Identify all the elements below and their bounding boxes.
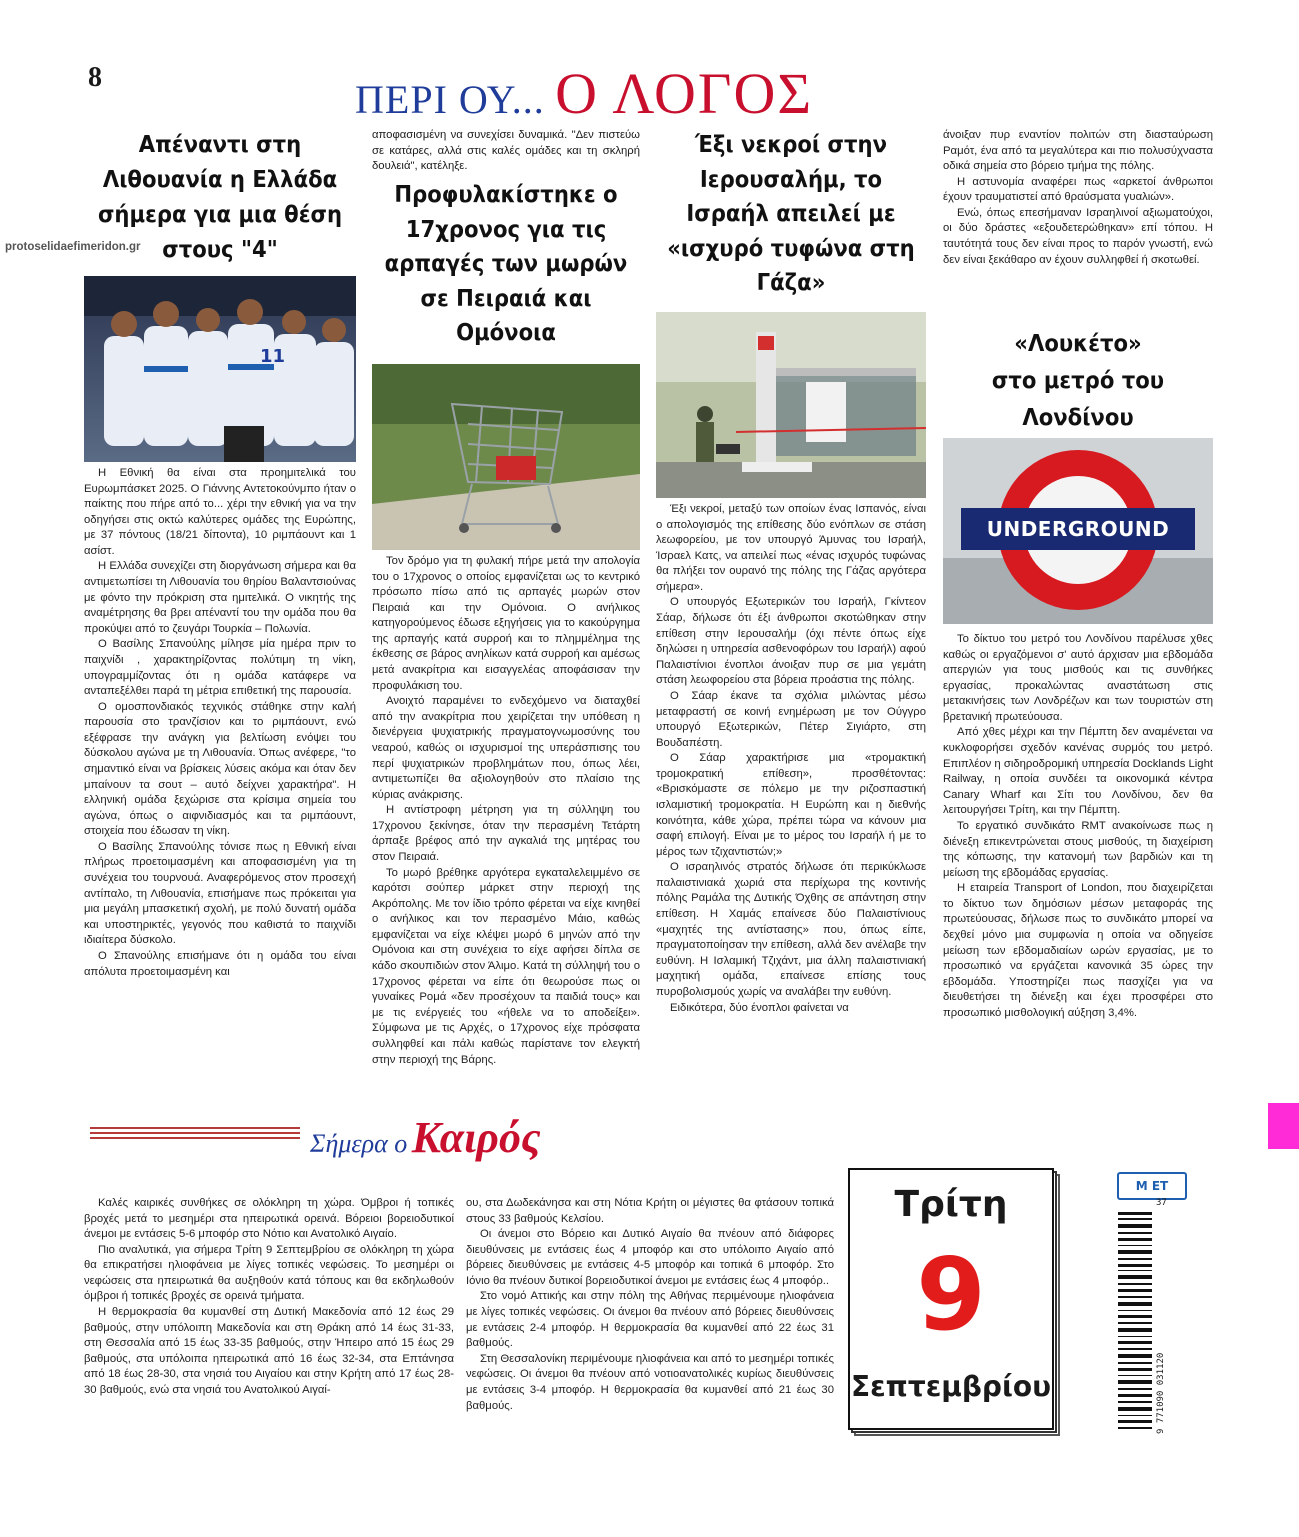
article-jerusalem-carryover bbox=[943, 128, 1213, 268]
paragraph: Η θερμοκρασία θα κυμανθεί στη Δυτική Μακεδονία από 12 έως 29 βαθμούς, στην υπόλοιπη Μακεδονία και στη Θράκη από 14 έως 31-33, στη Θεσσαλία από 15 έως 33-35 βαθμούς, στην Ήπειρο από 15 έως 29 βαθμούς, στα υπόλοιπα ηπειρωτικά από 16 έως 32-34, στα Επτάνησα από 18 έως 28-30, στα νησιά του Αιγαίου και στην Κρήτη από 17 έως 28-30 βαθμούς, ενώ στα νησιά του Ανατολικού Αιγαί- bbox=[84, 1306, 454, 1396]
paragraph: Ο ομοσπονδιακός τεχνικός στάθηκε στην καλή παρουσία στο τρανζίσιον και το ριμπάουντ, ενώ εξέφρασε την ανάγκη για βελτίωση ενόψει του δύσκολου αγώνα με τη Λιθουανία. Όπως ανέφερε, "το σημαντικό είναι να βρίσκεις λύσεις ακόμα και όταν δεν μπαίνουν τα σουτ – αυτό δείχνει χαρακτήρα". Η ελληνική ομάδα ξεχώρισε στα κρίσιμα σημεία του αγώνα, όπως ο αιφνιδιασμός και τα ριμπάουντ, στοιχεία που έδωσαν τη νίκη. bbox=[84, 700, 356, 838]
paragraph: άνοιξαν πυρ εναντίον πολιτών στη διασταύρωση Ραμότ, ένα από τα μεγαλύτερα και πιο πολυσύχναστα οδικά σημεία στο βόρειο τμήμα της πόλης. bbox=[943, 129, 1213, 173]
article-piraeus bbox=[372, 178, 640, 351]
paragraph: Ο Σάαρ χαρακτήρισε μια «τρομακτική τρομοκρατική επίθεση», προσθέτοντας: «Βρισκόμαστε σε πόλεμο με την ριζοσπαστική ισλαμιστική τρομοκρατία. Η Ευρώπη και η διεθνής κοινότητα, κάθε χώρα, πρέπει τώρα να κάνουν μια σαφή επιλογή. Είναι με το μέρος του Ισραήλ ή με το μέρος των τζιχαντιστών;» bbox=[656, 752, 926, 858]
calendar-month: Σεπτεμβρίου bbox=[850, 1370, 1052, 1403]
side-tab-marker bbox=[1268, 1103, 1299, 1149]
paragraph: Οι άνεμοι στο Βόρειο και Δυτικό Αιγαίο θα πνέουν από διάφορες διευθύνσεις με εντάσεις έως 4 μποφόρ και στο υπόλοιπο Αιγαίο από βόρειες διευθύνσεις με εντάσεις 4-5 μποφόρ και τοπικά 6 μποφόρ. Στο Ιόνιο θα πνέουν δυτικοί βορειοδυτικοί άνεμοι με εντάσεις έως 4 μποφόρ.. bbox=[466, 1228, 834, 1287]
shopping-cart-photo bbox=[372, 364, 640, 550]
basketball-photo-image bbox=[84, 276, 356, 462]
article-greece-body bbox=[84, 466, 356, 980]
paragraph: Ο υπουργός Εξωτερικών του Ισραήλ, Γκίντεον Σάαρ, δήλωσε ότι έξι άνθρωποι σκοτώθηκαν στην επίθεση στην Ιερουσαλήμ (όχι πέντε όπως είχε δηλώσει η υπηρεσία ασθενοφόρων του Ισραήλ) αφού Παλαιστίνιοι ένοπλοι άνοιξαν πυρ σε μια γεμάτη στάση λεωφορείου στα βόρεια προάστια της πόλης. bbox=[656, 596, 926, 687]
weather-title-main: Καιρός bbox=[411, 1113, 541, 1162]
article-jerusalem-body bbox=[656, 502, 926, 1016]
paragraph: Στο νομό Αττικής και στην πόλη της Αθήνας περιμένουμε ηλιοφάνεια με λίγες τοπικές νεφώσεις. Οι άνεμοι θα πνέουν από βόρειες διευθύνσεις με εντάσεις 2-4 μποφόρ. Η θερμοκρασία θα κυμανθεί από 22 έως 31 βαθμούς. bbox=[466, 1290, 834, 1350]
paragraph: Έξι νεκροί, μεταξύ των οποίων ένας Ισπανός, είναι ο απολογισμός της επίθεσης δύο ενόπλων σε στάση λεωφορείου, με τον υπουργό Άμυνας του Ισραήλ, Ίσραελ Κατς, να απειλεί πως «ένας ισχυρός τυφώνας θα πλήξει τον ουρανό της πόλης της Γάζας αργότερα σήμερα». bbox=[656, 503, 926, 593]
paragraph: Πιο αναλυτικά, για σήμερα Τρίτη 9 Σεπτεμβρίου σε ολόκληρη τη χώρα θα επικρατήσει ηλιοφάνεια με λίγες τοπικές νεφώσεις. Το μεσημέρι οι νεφώσεις στα ηπειρωτικά θα αυξηθούν κατά τόπους και θα εκδηλωθούν όμβροι ή τοπικές βροχές σε ορεινά τμήματα. bbox=[84, 1243, 454, 1303]
calendar-day: Τρίτη bbox=[894, 1184, 1008, 1225]
met-logo: Μ ΕΤ bbox=[1117, 1172, 1187, 1200]
calendar bbox=[848, 1168, 1060, 1430]
calendar-page bbox=[848, 1168, 1054, 1430]
bus-stop-photo bbox=[656, 312, 926, 498]
masthead bbox=[355, 60, 955, 126]
paragraph: Η αστυνομία αναφέρει πως «αρκετοί άνθρωποι έχουν τραυματιστεί από θραύσματα γυαλιών». bbox=[943, 175, 1213, 204]
page-number: 8 bbox=[88, 62, 102, 93]
paragraph: Ανοιχτό παραμένει το ενδεχόμενο να διαταχθεί από την ανακρίτρια που χειρίζεται την υπόθεση η διενέργεια ψυχιατρικής πραγματογνωμοσύνης του νεαρού, καθώς οι ισχυρισμοί της υπεράσπισης του περί ψυχιατρικών προβλημάτων που, όπως λέει, αντιμετωπίζει θα αξιολογηθούν στο πλαίσιο της κύριας ανάκρισης. bbox=[372, 695, 640, 801]
barcode bbox=[1118, 1198, 1168, 1434]
paragraph: Ο Σάαρ έκανε τα σχόλια μιλώντας μέσω μεταφραστή σε κοινή ενημέρωση με τον Ούγγρο υπουργό Εξωτερικών, Πέτερ Σιγιάρτο, στη Βουδαπέστη. bbox=[656, 689, 926, 749]
masthead-pre: ΠΕΡΙ ΟΥ... bbox=[355, 77, 545, 122]
paragraph: Ο Βασίλης Σπανούλης τόνισε πως η Εθνική είναι πλήρως προετοιμασμένη και αποφασισμένη για τη συνέχεια του τουρνουά. Αναφερόμενος στον προσεχή αντίπαλο, τη Λιθουανία, επισήμανε πως πρόκειται για μια μεγάλη μπασκετική σχολή, με πολύ δυνατή ομάδα και υποστηρικτές, γεγονός που καθιστά το παιχνίδι ιδιαίτερα δύσκολο. bbox=[84, 840, 356, 947]
bus-stop-photo-image bbox=[656, 312, 926, 498]
watermark: protoselidaefimeridon.gr bbox=[2, 240, 143, 254]
masthead-title: Ο ΛΟΓΟΣ bbox=[555, 61, 814, 126]
barcode-digits: 9 771090 031120 bbox=[1156, 1352, 1166, 1434]
article-greece-carryover: αποφασισμένη να συνεχίσει δυναμικά. "Δεν πιστεύω σε κατάρες, αλλά στις καλές ομάδες και τη σκληρή δουλειά", κατέληξε. bbox=[372, 129, 640, 173]
article-london-headline: «Λουκέτο» στο μετρό του Λονδίνου bbox=[991, 331, 1165, 431]
article-london bbox=[943, 326, 1213, 436]
paragraph: Ειδικότερα, δύο ένοπλοι φαίνεται να bbox=[670, 1001, 849, 1014]
paragraph: Από χθες μέχρι και την Πέμπτη δεν αναμένεται να κυκλοφορήσει σχεδόν κανένας συρμός του μετρό. Επιπλέον η σιδηροδρομική υπηρεσία Docklands Light Railway, η οποία συνδέει τα οικονομικά κέντρα Canary Wharf και Σίτι του Λονδίνου, δεν θα λειτουργήσει Τρίτη, και την Πέμπτη. bbox=[943, 726, 1213, 817]
article-greece-headline: Απέναντι στη Λιθουανία η Ελλάδα σήμερα για μια θέση στους "4" bbox=[97, 132, 343, 263]
article-london-body bbox=[943, 632, 1213, 1021]
weather-col-2 bbox=[466, 1196, 834, 1414]
paragraph: Τον δρόμο για τη φυλακή πήρε μετά την απολογία του ο 17χρονος ο οποίος εμφανίζεται ως το κεντρικό πρόσωπο πίσω από τις αρπαγές μωρών στον Πειραιά και την Ομόνοια. Ο ανήλικος κατηγορούμενος έδωσε εξηγήσεις για το κακούργημα της αρπαγής κατά συρροή και το πλημμέλημα της έκθεσης σε βάρος ανηλίκων κατά συρροή και αμέσως μετά ανακρίτρια και εισαγγελέας αποφάσισαν την προφυλάκιση του. bbox=[372, 555, 640, 692]
paragraph: Το δίκτυο του μετρό του Λονδίνου παρέλυσε χθες καθώς οι εργαζόμενοι σ' αυτό άρχισαν μια εβδομάδα απεργιών για τους μισθούς και τις συνθήκες εργασίας, προκαλώντας αναστάτωση στις μετακινήσεις των Λονδρέζων και των τουριστών στη βρετανική πρωτεύουσα. bbox=[943, 633, 1213, 723]
paragraph: Το εργατικό συνδικάτο RMT ανακοίνωσε πως η διένεξη επικεντρώνεται στους μισθούς, τη διαχείριση της κόπωσης, την κατανομή των βαρδιών και τη μείωση της εβδομάδας εργασίας. bbox=[943, 819, 1213, 879]
article-jerusalem-headline: Έξι νεκροί στην Ιερουσαλήμ, το Ισραήλ απειλεί με «ισχυρό τυφώνα στη Γάζα» bbox=[667, 132, 915, 296]
shopping-cart-photo-image bbox=[372, 364, 640, 550]
paragraph: Ο Βασίλης Σπανούλης μίλησε μία ημέρα πριν το παιχνίδι , χαρακτηρίζοντας πολύτιμη τη νίκη, υπογραμμίζοντας ότι η ομάδα κατάφερε να ανταπεξέλθει παρά τη μέτρια επιθετική της παρουσία. bbox=[84, 638, 356, 698]
paragraph: Το μωρό βρέθηκε αργότερα εγκαταλελειμμένο σε καρότσι σούπερ μάρκετ στην περιοχή της Ακρόπολης. Με τον ίδιο τρόπο φέρεται να είχε κινηθεί ο ανήλικος και τον περασμένο Μάιο, καθώς εμφανίζεται να είχε κλέψει μωρό 6 μηνών από την Ομόνοια και στη συνέχεια το είχε αφήσει δίπλα σε κάδο σκουπιδιών στον Άλιμο. Κατά τη σύλληψή του ο 17χρονος φέρεται να είπε ότι θεωρούσε πως οι γυναίκες Ρομά «δεν προσέχουν τα παιδιά τους» και με τις ενέργειές του «ήθελε να το αποδείξει». Σύμφωνα με τις Αρχές, ο 17χρονος είχε πρόσφατα συλληφθεί και πάλι καθώς παρίστανε τον ελεγκτή στην περιοχή της Βάρης. bbox=[372, 866, 640, 1066]
paragraph: Η Εθνική θα είναι στα προημιτελικά του Ευρωμπάσκετ 2025. Ο Γιάννης Αντετοκούνμπο ήταν ο παίκτης που πήρε από το... χέρι την εθνική για να την οδηγήσει στις οκτώ καλύτερες ομάδες της Ευρώπης, με 37 πόντους (18/21 δίποντα), 10 ριμπάουντ και 1 ασίστ. bbox=[84, 467, 356, 557]
weather-col-1 bbox=[84, 1196, 454, 1399]
basketball-photo bbox=[84, 276, 356, 462]
underground-sign-photo bbox=[943, 438, 1213, 624]
paragraph: Η Ελλάδα συνεχίζει στη διοργάνωση σήμερα και θα αντιμετωπίσει τη Λιθουανία του θηρίου Βαλαντσιούνας με φόντο την πρόκριση στα ημιτελικά. Ο νικητής της αναμέτρησης θα βρει απέναντί του την ομάδα που θα προκύψει από το ζευγάρι Τουρκία – Πολωνία. bbox=[84, 560, 356, 635]
calendar-date: 9 bbox=[916, 1236, 986, 1353]
barcode-issue: 37 bbox=[1156, 1198, 1167, 1208]
paragraph: Ο ισραηλινός στρατός δήλωσε ότι περικύκλωσε παλαιστινιακά χωριά στα περίχωρα της κοντινής πόλης Ραμάλα της Δυτικής Όχθης σε απάντηση στην επίθεση. Η Χαμάς επαίνεσε δύο Παλαιστίνιους «μαχητές της αντίστασης» που, όπως είπε, πραγματοποίησαν την επίθεση, αλλά δεν ανέλαβε την ευθύνη. Η Ισλαμική Τζιχάντ, μια άλλη παλαιστινιακή μαχητική ομάδα, επαίνεσε επίσης τους πυροβολισμούς χωρίς να αναλάβει την ευθύνη. bbox=[656, 861, 926, 998]
paragraph: Καλές καιρικές συνθήκες σε ολόκληρη τη χώρα. Όμβροι ή τοπικές βροχές μετά το μεσημέρι στα ηπειρωτικά ορεινά. Βόρειοι βορειοδυτικοί άνεμοι με εντάσεις 5-6 μποφόρ στο Νότιο και Ανατολικό Αιγαίο. bbox=[84, 1197, 454, 1241]
paragraph: Η εταιρεία Transport of London, που διαχειρίζεται το δίκτυο των δημόσιων μέσων μεταφοράς της πρωτεύουσας, δήλωσε πως το συνδικάτο μπορεί να δεχθεί μόνο μια συμφωνία η οποία να οδηγείσε μείωση των εβδομαδιαίων ωρών εργασίας, με το προσωπικό να εργάζεται κανονικά 35 ώρες την εβδομάδα. Υποστηρίζει πως πασχίζει για να διευθετήσει τη διένεξη και έχει προσφέρει στο προσωπικό μισθολογική αύξηση 3,4%. bbox=[943, 882, 1213, 1019]
paragraph: Η αντίστροφη μέτρηση για τη σύλληψη του 17χρονου ξεκίνησε, όταν την περασμένη Τετάρτη άρπαξε βρέφος από την αγκαλιά της μητέρας του στον Πειραιά. bbox=[372, 804, 640, 863]
weather-title bbox=[300, 1112, 700, 1160]
underground-sign-text: UNDERGROUND bbox=[986, 517, 1170, 541]
weather-title-pre: Σήμερα ο bbox=[310, 1129, 408, 1158]
paragraph: Ο Σπανούλης επισήμανε ότι η ομάδα του είναι απόλυτα προετοιμασμένη και bbox=[84, 949, 356, 978]
paragraph: Ενώ, όπως επεσήμαναν Ισραηλινοί αξιωματούχοι, οι δύο δράστες «εξουδετερώθηκαν» επί τόπου. Η ταυτότητά τους δεν είναι προς το παρόν γνωστή, ενώ δεν είναι ξεκάθαρο αν έχουν συλληφθεί ή σκοτωθεί. bbox=[943, 206, 1213, 266]
svg-text:11: 11 bbox=[260, 346, 286, 367]
article-piraeus-headline: Προφυλακίστηκε ο 17χρονος για τις αρπαγές των μωρών σε Πειραιά και Ομόνοια bbox=[384, 182, 628, 346]
paragraph: Στη Θεσσαλονίκη περιμένουμε ηλιοφάνεια και από το μεσημέρι τοπικές νεφώσεις. Οι άνεμοι θα πνέουν από νοτιοανατολικές κυρίως διευθύνσεις με εντάσεις 3-4 μποφόρ. Η θερμοκρασία θα κυμανθεί από 21 έως 30 βαθμούς. bbox=[466, 1352, 834, 1412]
article-piraeus-body bbox=[372, 554, 640, 1068]
paragraph: ου, στα Δωδεκάνησα και στη Νότια Κρήτη οι μέγιστες θα φτάσουν τοπικά στους 33 βαθμούς Κελσίου. bbox=[466, 1197, 834, 1225]
article-jerusalem bbox=[656, 128, 926, 301]
